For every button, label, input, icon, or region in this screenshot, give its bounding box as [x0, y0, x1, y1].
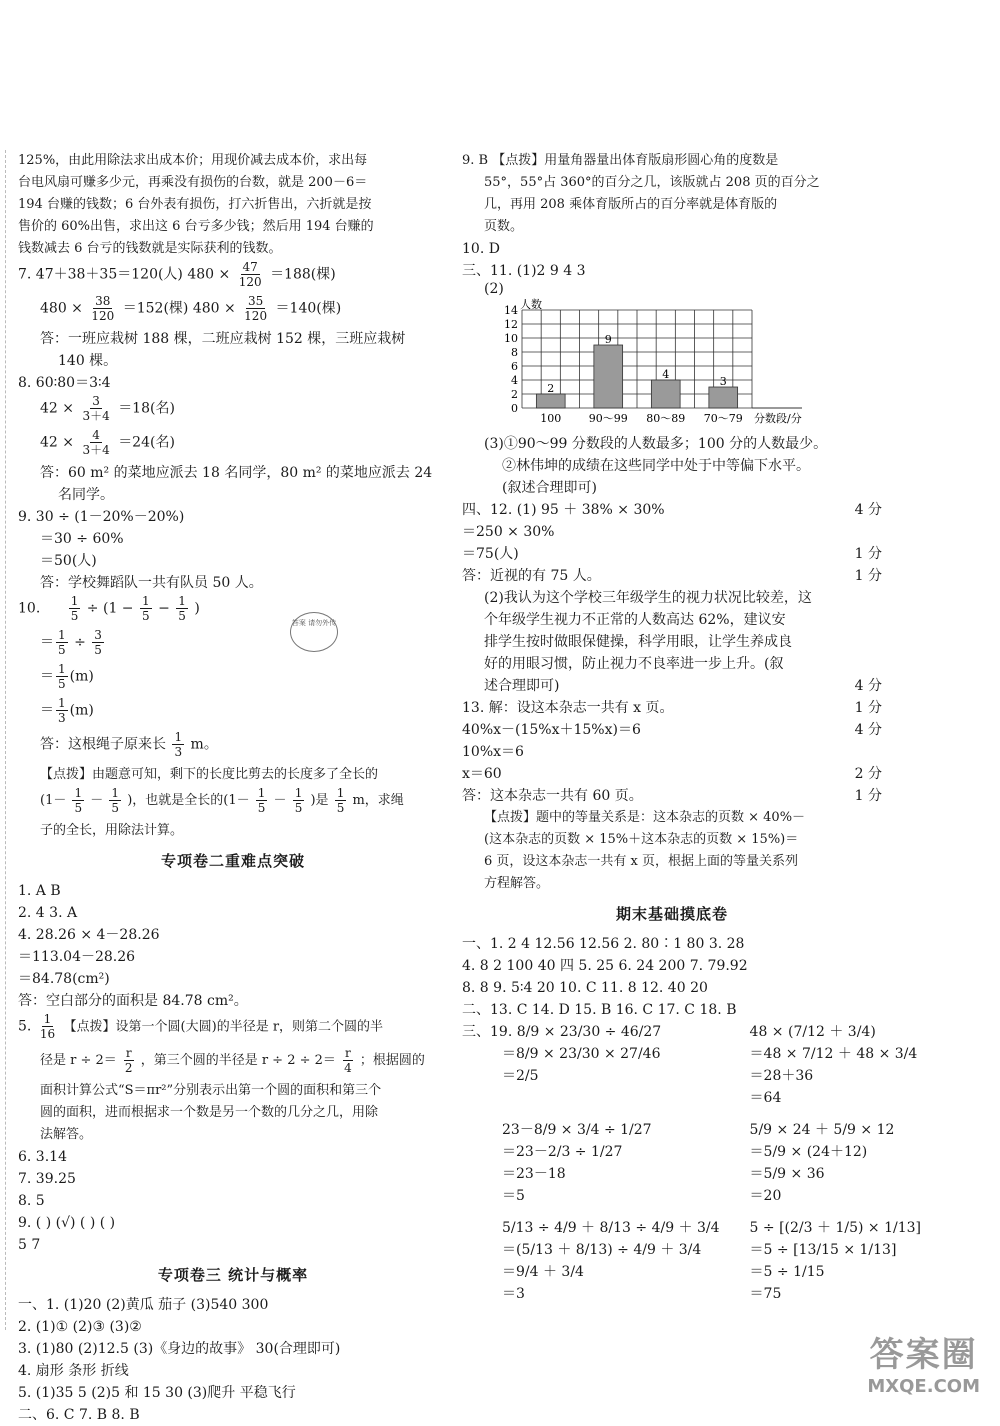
tip-text: )，也就是全长的(1－	[127, 793, 250, 808]
tip-line: 面积计算公式“S＝πr²”分别表示出第一个圆的面积和第三个	[40, 1083, 382, 1098]
fraction-numerator: 1	[70, 594, 79, 608]
tip-text: ；根据圆的	[359, 1053, 425, 1068]
text-line: 几，再用 208 乘体育版所占的百分率就是体育版的	[484, 197, 778, 212]
answer-line: ②林伟坤的成绩在这些同学中处于中等偏下水平。	[502, 458, 810, 474]
q6-explanation	[18, 150, 448, 260]
score-line	[462, 719, 882, 741]
answer-line: 一、1. (1)20 (2)黄瓜 茄子 (3)540 300	[18, 1297, 269, 1313]
calculation-grid	[462, 1021, 921, 1305]
q8-answer	[18, 372, 448, 506]
fraction	[80, 394, 111, 423]
calc-block	[462, 1119, 720, 1207]
unit-text: (m)	[69, 668, 94, 685]
y-tick-label: 8	[511, 346, 518, 359]
q13-answer	[462, 697, 882, 895]
equation-text: ＝140(棵)	[275, 300, 342, 317]
text-line: 194 台赚的钱数；6 台外表有损伤，打六折售出，六折就是按	[18, 197, 372, 212]
fraction	[56, 662, 68, 691]
calc-line: ＝5 ÷ [13/15 × 1/13]	[749, 1242, 897, 1258]
fraction-denominator: 120	[91, 309, 115, 323]
fraction-denominator: 5	[178, 609, 186, 623]
tip-text: －	[90, 793, 104, 808]
score-text: 1 分	[854, 788, 882, 804]
fraction-denominator: 5	[294, 801, 303, 815]
left-column	[18, 150, 448, 1426]
fraction	[69, 594, 81, 623]
tip-line: 方程解答。	[484, 876, 550, 891]
answer-line: (2)	[484, 281, 504, 297]
equation-line: ＝ $\frac{1}{5}$ (m)	[40, 662, 94, 691]
equation-text: 42 ×	[40, 434, 74, 451]
tip-text: m，求绳	[352, 793, 404, 808]
step-text: 13. 解：设这本杂志一共有 x 页。	[462, 700, 674, 716]
fraction-denominator: 120	[244, 309, 268, 323]
answer-line: 10. D	[462, 241, 500, 257]
text-line: 排学生按时做眼保健操，科学用眼，让学生养成良	[484, 634, 792, 650]
y-tick-label: 12	[504, 318, 518, 331]
answer-line: 7. 39.25	[18, 1171, 76, 1187]
bar	[594, 345, 623, 408]
equation-line: ＝30 ÷ 60%	[40, 531, 124, 547]
calc-line: ＝5 ÷ 1/15	[749, 1264, 825, 1280]
x-tick-label: 90～99	[588, 412, 628, 424]
fraction-denominator: 5	[70, 609, 79, 623]
equation-line: ＝ $\frac{1}{3}$ (m)	[40, 696, 94, 725]
answer-line: 二、13. C 14. D 15. B 16. C 17. C 18. B	[462, 1002, 737, 1018]
step-text: 答：近视的有 75 人。	[462, 568, 601, 584]
equation-line: ＝ $\frac{1}{5}$ ÷ $\frac{3}{5}$	[40, 628, 102, 657]
section3-answers	[18, 1294, 448, 1426]
equation-line: 10. $\frac{1}{5}$ ÷ (1 − $\frac{1}{5}$ − $\frac{1}{5}$ )	[18, 594, 200, 623]
calc-line: ＝5/9 × 36	[749, 1166, 825, 1182]
fraction-denominator: 5	[257, 801, 266, 815]
answer-line: 一、1. 2 4 12.56 12.56 2. 80∶1 80 3. 28	[462, 936, 745, 952]
calc-line: ＝23－18	[502, 1166, 566, 1182]
fraction	[342, 1046, 354, 1075]
answer-line: 答：60 m² 的菜地应派去 18 名同学，80 m² 的菜地应派去 24	[40, 465, 433, 481]
text-line: 钱数减去 6 台亏的钱数就是实际获利的钱数。	[18, 241, 282, 256]
y-tick-label: 14	[504, 304, 518, 317]
y-tick-label: 6	[511, 360, 518, 373]
q11-answer	[462, 260, 882, 499]
calc-line: ＝20	[749, 1188, 782, 1204]
fraction	[140, 594, 152, 623]
calc-line: 5 ÷ [(2/3 ＋ 1/5) × 1/13]	[749, 1220, 921, 1236]
fraction-numerator: 4	[92, 428, 100, 442]
step-text: 四、12. (1) 95 ＋ 38% × 30%	[462, 502, 665, 518]
text-line: 好的用眼习惯，防止视力不良率进一步上升。(叙	[484, 656, 784, 672]
score-line	[462, 499, 882, 521]
score-text: 4 分	[854, 678, 882, 694]
text-line: 台电风扇可赚多少元，再乘没有损伤的台数，就是 200－6＝	[18, 175, 368, 190]
x-tick-label: 80～89	[646, 412, 686, 424]
score-line	[462, 521, 882, 543]
bar-chart	[492, 298, 882, 431]
q9-answer	[18, 506, 448, 594]
fraction	[293, 786, 305, 815]
answer-line: ＝113.04－28.26	[18, 949, 136, 965]
tip-text: 径是 r ÷ 2＝	[40, 1053, 117, 1068]
fraction-numerator: r	[345, 1046, 351, 1060]
score-line	[462, 763, 882, 785]
fraction-numerator: 1	[58, 628, 66, 642]
calc-line: ＝23－2/3 ÷ 1/27	[502, 1144, 623, 1160]
score-line	[462, 543, 882, 565]
fraction	[38, 1012, 57, 1041]
tip-text: (1－	[40, 793, 67, 808]
text-line: 售价的 60%出售，求出这 6 台亏多少钱；然后用 194 台赚的	[18, 219, 374, 234]
fraction-numerator: 38	[95, 294, 111, 308]
equation-line: 8. 60∶80＝3∶4	[18, 375, 111, 391]
tip-line	[18, 1046, 448, 1080]
score-text: 2 分	[854, 766, 882, 782]
calc-line: ＝3	[502, 1286, 525, 1302]
calc-line: ＝8/9 × 23/30 × 27/46	[502, 1046, 661, 1062]
calc-line: ＝9/4 ＋ 3/4	[502, 1264, 584, 1280]
fraction	[109, 786, 121, 815]
score-text: 1 分	[854, 568, 882, 584]
score-line	[462, 565, 882, 587]
fraction-numerator: 1	[142, 594, 150, 608]
fraction	[92, 628, 104, 657]
equation-line	[18, 428, 448, 462]
tip-line: 圆的面积，进而根据求一个数是另一个数的几分之几，用除	[40, 1105, 379, 1120]
fraction-denominator: 3	[58, 711, 66, 725]
fraction	[256, 786, 268, 815]
score-text: 4 分	[854, 722, 882, 738]
answer-line	[18, 730, 448, 764]
q10-answer	[18, 594, 448, 842]
calc-line: 5/9 × 24 ＋ 5/9 × 12	[749, 1122, 895, 1138]
answer-line: 6. 3.14	[18, 1149, 67, 1165]
answer-line: 4. 扇形 条形 折线	[18, 1363, 129, 1379]
equation-line	[18, 294, 448, 328]
calc-line: 5/13 ÷ 4/9 ＋ 8/13 ÷ 4/9 ＋ 3/4	[502, 1220, 720, 1236]
answer-line: 140 棵。	[58, 353, 118, 369]
score-line	[462, 697, 882, 719]
calc-block	[462, 1021, 720, 1109]
answer-text: 答：这根绳子原来长	[40, 736, 166, 753]
answer-text: m。	[190, 736, 218, 753]
tip-line: 【点拨】题中的等量关系是：这本杂志的页数 × 40%－	[484, 810, 806, 825]
calc-line: ＝5/9 × (24＋12)	[749, 1144, 868, 1160]
step-text: ＝250 × 30%	[462, 524, 555, 540]
answer-line: 5 7	[18, 1237, 41, 1253]
answer-line: 答：一班应栽树 188 棵，二班应栽树 152 棵，三班应栽树	[40, 331, 406, 347]
text-line: 125%，由此用除法求出成本价；用现价减去成本价，求出每	[18, 153, 368, 168]
equation-text: ＝188(棵)	[270, 266, 336, 283]
fraction-denominator: 2	[124, 1061, 133, 1075]
step-text: x＝60	[462, 766, 502, 782]
calc-block	[462, 1217, 720, 1305]
fraction-numerator: 35	[247, 294, 264, 308]
fraction	[56, 696, 68, 725]
calc-line: ＝5	[502, 1188, 525, 1204]
equation-text: ＝152(棵) 480 ×	[122, 300, 236, 317]
fraction	[172, 730, 184, 759]
watermark-url: MXQE.COM	[867, 1376, 980, 1397]
text-line: 9. B 【点拨】用量角器量出体育版扇形圆心角的度数是	[462, 153, 779, 168]
equation-line	[18, 394, 448, 428]
calc-line: 48 × (7/12 ＋ 3/4)	[749, 1024, 876, 1040]
bar-value-label: 4	[662, 368, 670, 381]
bar-chart-svg	[492, 298, 822, 424]
fraction-numerator: 1	[178, 594, 186, 608]
answer-line: 1. A B	[18, 883, 61, 899]
equation-line: ＝50(人)	[40, 553, 97, 569]
fraction	[72, 786, 84, 815]
y-tick-label: 4	[511, 374, 518, 387]
calc-line: ＝28＋36	[749, 1068, 814, 1084]
y-tick-label: 2	[511, 388, 518, 401]
score-text: 1 分	[854, 546, 882, 562]
bar-value-label: 2	[547, 382, 555, 395]
answer-line: ＝84.78(cm²)	[18, 971, 110, 987]
tip-line: 6 页，设这本杂志一共有 x 页，根据上面的等量关系列	[484, 854, 798, 869]
tip-text: ，第三个圆的半径是 r ÷ 2 ÷ 2＝	[140, 1053, 336, 1068]
section2-answers	[18, 880, 448, 1256]
calc-block	[750, 1021, 921, 1109]
equation-text: 42 ×	[40, 400, 74, 417]
fraction-denominator: 5	[94, 643, 102, 657]
fraction	[335, 786, 347, 815]
fraction-numerator: 1	[294, 786, 303, 800]
answer-line: 三、11. (1)2 9 4 3	[462, 263, 586, 279]
fraction	[237, 260, 264, 289]
fraction-denominator: 5	[111, 801, 120, 815]
fraction	[56, 628, 68, 657]
answer-line: 2. (1)① (2)③ (3)②	[18, 1319, 142, 1335]
answer-line: 9. ( ) (√) ( ) ( )	[18, 1215, 116, 1231]
score-text: 1 分	[854, 700, 882, 716]
text-line: 页数。	[484, 219, 524, 234]
bar-value-label: 9	[604, 333, 612, 346]
tip-text: 【点拨】设第一个圆(大圆)的半径是 r，则第二个圆的半	[63, 1019, 384, 1035]
calc-line: 三、19. 8/9 × 23/30 ÷ 46/27	[462, 1024, 662, 1040]
calc-block	[750, 1119, 921, 1207]
tip-text: －	[273, 793, 287, 808]
tip-line: 法解答。	[40, 1127, 93, 1142]
score-text: 4 分	[854, 502, 882, 518]
bar	[536, 394, 565, 408]
bar-value-label: 3	[719, 375, 727, 388]
equation-line	[18, 260, 448, 294]
question-number: 5.	[18, 1018, 32, 1035]
fraction-denominator: 4	[344, 1061, 352, 1075]
answer-line: 4. 28.26 × 4－28.26	[18, 927, 160, 943]
equation-text: ＝24(名)	[118, 434, 175, 451]
q12-answer	[462, 499, 882, 697]
tip-line: (这本杂志的页数 × 15%＋这本杂志的页数 × 15%)＝	[484, 832, 799, 847]
equation-line: 9. 30 ÷ (1－20%－20%)	[18, 509, 185, 525]
calc-line: ＝(5/13 ＋ 8/13) ÷ 4/9 ＋ 3/4	[502, 1242, 702, 1258]
q9-right	[462, 150, 882, 238]
answer-line: (叙述合理即可)	[502, 480, 597, 496]
answer-line: 答：空白部分的面积是 84.78 cm²。	[18, 993, 248, 1009]
fraction-numerator: r	[125, 1046, 132, 1060]
fraction-denominator: 5	[142, 609, 150, 623]
fraction-numerator: 3	[94, 628, 102, 642]
fraction-numerator: 1	[58, 696, 66, 710]
q7-answer	[18, 260, 448, 372]
fraction-denominator: 5	[58, 677, 66, 691]
answer-line: 5. (1)35 5 (2)5 和 15 30 (3)爬升 平稳飞行	[18, 1385, 296, 1401]
fraction-numerator: 1	[111, 786, 120, 800]
fraction-numerator: 1	[336, 786, 345, 800]
calc-line: ＝64	[749, 1090, 782, 1106]
answer-line: 8. 8 9. 5∶4 20 10. C 11. 8 12. 40 20	[462, 980, 708, 996]
section4-answers	[462, 933, 882, 1021]
text-line: 55°，55°占 360°的百分之几，该版就占 208 页的百分之	[484, 175, 820, 190]
y-axis-label: 人数	[520, 298, 542, 311]
step-text: ＝75(人)	[462, 546, 519, 562]
equation-text: 480 ×	[40, 300, 83, 317]
fraction-denominator: 3	[174, 745, 183, 759]
fraction-numerator: 1	[174, 730, 183, 744]
fraction-denominator: 5	[336, 801, 345, 815]
fraction-denominator: 3＋4	[82, 409, 110, 423]
answer-line: 8. 5	[18, 1193, 45, 1209]
fraction	[89, 294, 116, 323]
fraction-numerator: 3	[92, 394, 100, 408]
question-number: 10.	[18, 600, 41, 617]
equation-text: ＝18(名)	[118, 400, 175, 417]
fraction	[123, 1046, 135, 1075]
step-text: 10%x＝6	[462, 744, 524, 760]
calc-line: ＝75	[749, 1286, 782, 1302]
unit-text: (m)	[69, 702, 94, 719]
fraction-denominator: 3＋4	[82, 443, 110, 457]
tip-text: )是	[310, 793, 329, 808]
score-line	[462, 785, 882, 807]
section-title: 专项卷二重难点突破	[160, 852, 305, 870]
right-column	[462, 150, 921, 1305]
watermark-title: 答案圈	[869, 1335, 978, 1375]
x-tick-label: 70～79	[703, 412, 743, 424]
answer-line	[18, 1012, 448, 1046]
bar	[651, 380, 680, 408]
answer-line: 答：学校舞蹈队一共有队员 50 人。	[40, 575, 263, 591]
bar	[709, 387, 738, 408]
equation-text: 7. 47＋38＋35＝120(人) 480 ×	[18, 266, 231, 283]
fraction	[176, 594, 188, 623]
answer-line: (3)①90～99 分数段的人数最多；100 分的人数最少。	[484, 436, 828, 452]
step-text: 40%x－(15%x＋15%x)＝6	[462, 722, 641, 738]
x-axis-label: 分数段/分	[754, 412, 802, 424]
fraction-denominator: 120	[238, 275, 262, 289]
step-text: 答：这本杂志一共有 60 页。	[462, 788, 643, 804]
text-line: (2)我认为这个学校三年级学生的视力状况比较差，这	[484, 590, 812, 606]
text-line: 个年级学生视力不正常的人数高达 62%，建议安	[484, 612, 786, 628]
tip-line: 【点拨】由题意可知，剩下的长度比剪去的长度多了全长的	[40, 767, 379, 782]
score-line	[462, 741, 882, 763]
answer-line: 二、6. C 7. B 8. B	[18, 1407, 140, 1423]
fraction-denominator: 5	[58, 643, 66, 657]
fraction	[80, 428, 111, 457]
y-tick-label: 0	[511, 402, 518, 415]
fraction-denominator: 5	[74, 801, 83, 815]
answer-line: 4. 8 2 100 40 四 5. 25 6. 24 200 7. 79.92	[462, 958, 748, 974]
calc-block	[750, 1217, 921, 1305]
stamp-seal: 答案 请勿外传	[290, 612, 338, 652]
x-tick-label: 100	[540, 412, 562, 424]
calc-line: ＝2/5	[502, 1068, 539, 1084]
score-line	[462, 675, 882, 697]
fraction-numerator: 1	[43, 1012, 52, 1026]
calc-line: ＝48 × 7/12 ＋ 48 × 3/4	[749, 1046, 918, 1062]
binding-margin-line	[5, 150, 7, 1330]
tip-line	[18, 786, 448, 820]
y-tick-label: 10	[504, 332, 518, 345]
fraction-numerator: 47	[242, 260, 258, 274]
fraction-numerator: 1	[74, 786, 83, 800]
tip-line: 子的全长，用除法计算。	[40, 823, 184, 838]
answer-line: 名同学。	[58, 487, 114, 503]
fraction-numerator: 1	[58, 662, 66, 676]
section-title: 期末基础摸底卷	[615, 905, 728, 923]
fraction-numerator: 1	[257, 786, 266, 800]
step-text: 述合理即可)	[484, 678, 560, 694]
fraction	[242, 294, 269, 323]
calc-line: 23－8/9 × 3/4 ÷ 1/27	[502, 1122, 652, 1138]
answer-line: 2. 4 3. A	[18, 905, 78, 921]
watermark-logo	[867, 1327, 980, 1397]
fraction-denominator: 16	[39, 1027, 56, 1041]
answer-line: 3. (1)80 (2)12.5 (3)《身边的故事》 30(合理即可)	[18, 1341, 341, 1357]
section-title: 专项卷三 统计与概率	[157, 1266, 309, 1284]
